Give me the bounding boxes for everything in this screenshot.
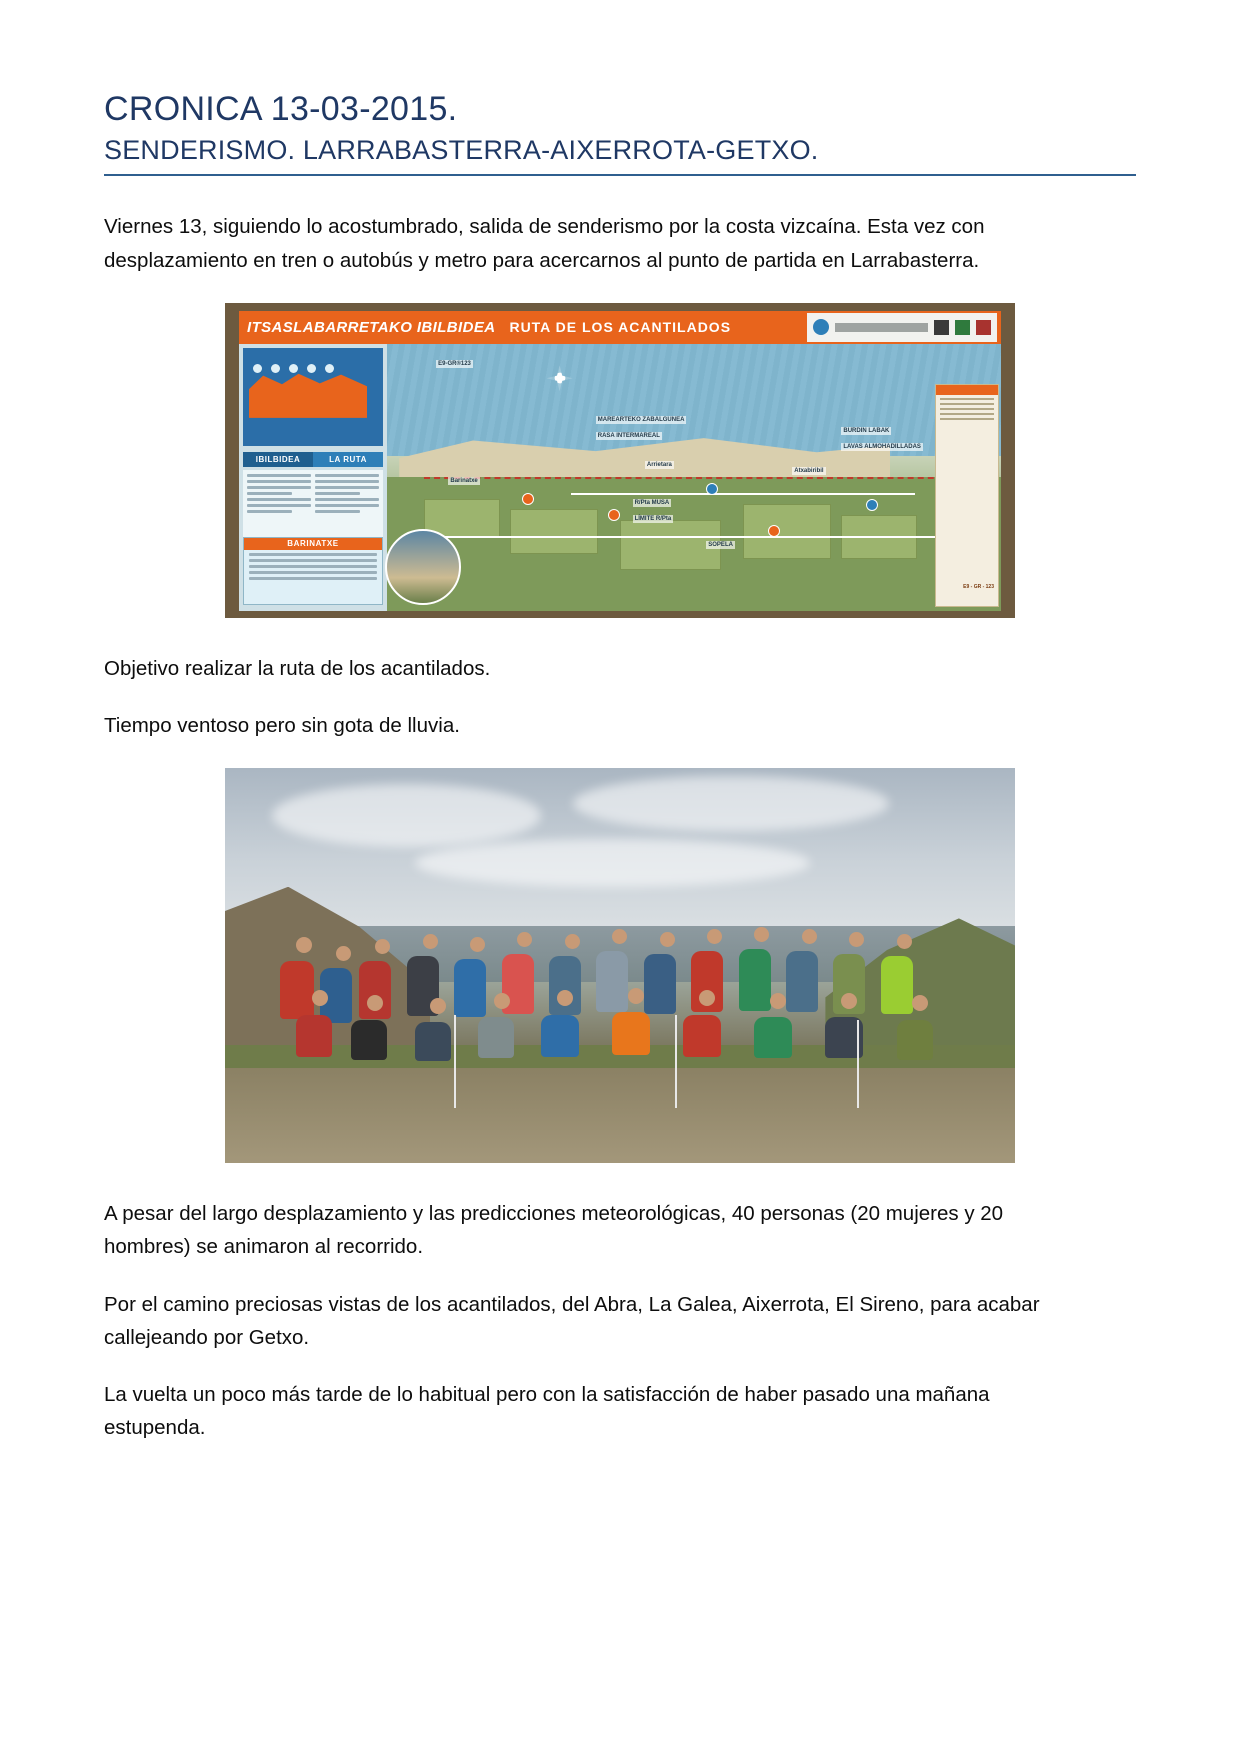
hiker-body: [296, 1015, 332, 1057]
map-route-code: E9-GR®123: [438, 360, 471, 367]
legend-route-code: E9 - GR - 123: [963, 583, 994, 590]
text-line: [315, 480, 379, 483]
board-tab-la-ruta: LA RUTA: [313, 452, 383, 467]
hiker-head: [770, 993, 786, 1009]
board-tabs: [243, 452, 383, 467]
logo-square-icon: [934, 320, 949, 335]
paragraph-spacer: [104, 699, 1136, 709]
objective-paragraph-block: [104, 652, 1136, 742]
text-line: [247, 492, 292, 495]
hiker-body: [881, 956, 913, 1014]
hiker-head: [430, 998, 446, 1014]
legend-header: [936, 385, 998, 395]
text-line: [247, 498, 311, 501]
text-line: [940, 408, 994, 410]
hiker-head: [517, 932, 532, 947]
hiker-body: [541, 1015, 579, 1057]
trekking-pole: [857, 1020, 859, 1108]
trekking-pole: [675, 1015, 677, 1108]
hiker-head: [849, 932, 864, 947]
map-road: [571, 493, 915, 495]
document-header: [104, 90, 1136, 176]
board-inset-photo: [385, 529, 461, 605]
text-line: [315, 492, 360, 495]
figure-group-photo: [104, 768, 1136, 1163]
board-route-map: [387, 344, 1001, 611]
board-banner-basque: ITSASLABARRETAKO IBILBIDEA: [247, 318, 496, 336]
text-line: [249, 553, 377, 556]
hiker-head: [754, 927, 769, 942]
hiker-head: [336, 946, 351, 961]
figure-route-map: [104, 303, 1136, 618]
text-line: [315, 474, 379, 477]
minimap-marker-icon: [307, 364, 316, 373]
text-line: [940, 403, 994, 405]
map-field: [743, 504, 831, 559]
hiker-body: [754, 1017, 792, 1058]
logo-wordmark-bar: [835, 323, 928, 332]
hiker-head: [296, 937, 312, 953]
hiker-head: [423, 934, 438, 949]
logo-square-green-icon: [955, 320, 970, 335]
hiker-body: [596, 951, 628, 1012]
map-label: Arrietara: [646, 462, 672, 469]
text-line: [247, 504, 311, 507]
paragraph-spacer: [104, 1368, 1136, 1378]
hiker-head: [802, 929, 817, 944]
map-label: LAVAS ALMOHADILLADAS: [843, 443, 921, 450]
paragraph-1: Viernes 13, siguiendo lo acostumbrado, salida de senderismo por la costa vizcaína. Esta vez con desplazamiento en tren o autobús y metro para acercarnos al punto de partida en Larrabasterra.: [104, 215, 985, 272]
board-legend-panel: [935, 384, 999, 607]
map-route-line: [424, 477, 964, 479]
text-line: [315, 510, 360, 513]
hiker-body: [351, 1020, 387, 1060]
hiker-body: [897, 1020, 933, 1060]
text-line: [249, 571, 377, 574]
board-description-col-basque: [247, 474, 311, 544]
hiker-head: [628, 988, 644, 1004]
board-minimap: [243, 348, 383, 446]
map-sea-area: [387, 344, 1001, 456]
hiker-body: [739, 949, 771, 1011]
map-field: [510, 509, 598, 554]
text-line: [249, 577, 377, 580]
paragraph-3: Tiempo ventoso pero sin gota de lluvia.: [104, 714, 460, 738]
hiker-head: [375, 939, 390, 954]
hiker-head: [841, 993, 857, 1009]
logo-square-red-icon: [976, 320, 991, 335]
map-label: Barinatxe: [450, 478, 478, 485]
text-line: [247, 486, 311, 489]
map-label: R/Pta MUSA: [634, 499, 670, 506]
info-board-face: [239, 311, 1001, 611]
board-logo-strip: [807, 313, 997, 342]
photo-cloud: [272, 784, 541, 847]
text-line: [249, 559, 377, 562]
hiker-body: [786, 951, 818, 1012]
board-barinatxe-panel: [243, 537, 383, 605]
text-line: [249, 565, 377, 568]
minimap-marker-icon: [289, 364, 298, 373]
closing-paragraph-block: [104, 1197, 1136, 1444]
minimap-marker-icon: [325, 364, 334, 373]
board-banner: [239, 311, 1001, 344]
map-label: BURDIN LABAK: [843, 427, 890, 434]
hiker-head: [660, 932, 675, 947]
intro-paragraph-block: [104, 210, 1136, 276]
text-line: [247, 510, 292, 513]
map-road: [412, 536, 940, 538]
text-line: [315, 498, 379, 501]
minimap-markers: [253, 364, 334, 373]
text-line: [315, 486, 379, 489]
hiker-body: [454, 959, 486, 1017]
photo-cloud: [573, 776, 889, 831]
figure-route-map-inner: [225, 303, 1015, 618]
paragraph-2: Objetivo realizar la ruta de los acantilados.: [104, 656, 491, 680]
board-banner-spanish: RUTA DE LOS ACANTILADOS: [509, 319, 732, 336]
text-line: [247, 480, 311, 483]
paragraph-5: Por el camino preciosas vistas de los acantilados, del Abra, La Galea, Aixerrota, El Sireno, para acabar callejeando por Getxo.: [104, 1292, 1040, 1349]
minimap-coastline: [249, 370, 367, 418]
map-label: SOPELA: [708, 542, 733, 549]
group-photo: [225, 768, 1015, 1163]
paragraph-4: A pesar del largo desplazamiento y las predicciones meteorológicas, 40 personas (20 mujeres y 20 hombres) se animaron al recorrido.: [104, 1202, 1004, 1259]
text-line: [247, 474, 311, 477]
text-line: [940, 398, 994, 400]
hiker-head: [912, 995, 928, 1011]
page-title: CRONICA 13-03-2015.: [104, 90, 458, 128]
info-board: [225, 303, 1015, 618]
hiker-body: [644, 954, 676, 1014]
minimap-marker-icon: [253, 364, 262, 373]
text-line: [940, 418, 994, 420]
page-subtitle: SENDERISMO. LARRABASTERRA-AIXERROTA-GETXO.: [104, 135, 819, 166]
hiker-head: [707, 929, 722, 944]
map-label: MAREARTEKO ZABALGUNEA: [597, 416, 685, 423]
text-line: [940, 413, 994, 415]
board-tab-ibilbidea: IBILBIDEA: [255, 454, 301, 464]
map-label: Atxabiribil: [794, 467, 824, 474]
map-pin-icon: [706, 483, 718, 495]
hiker-head: [897, 934, 912, 949]
photo-group-of-hikers: [225, 863, 1015, 1108]
hiker-body: [280, 961, 314, 1019]
hiker-head: [494, 993, 510, 1009]
hiker-body: [683, 1015, 721, 1057]
hiker-head: [612, 929, 627, 944]
figure-group-photo-inner: [225, 768, 1015, 1163]
paragraph-6: La vuelta un poco más tarde de lo habitual pero con la satisfacción de haber pasado una mañana estupenda.: [104, 1383, 990, 1440]
hiker-body: [478, 1017, 514, 1058]
map-pin-icon: [866, 499, 878, 511]
text-line: [315, 504, 379, 507]
map-label: RASA INTERMAREAL: [597, 432, 660, 439]
hiker-body: [415, 1022, 451, 1061]
board-left-column: [239, 344, 387, 611]
agency-circle-icon: [813, 319, 829, 335]
hiker-head: [470, 937, 485, 952]
board-description-col-spanish: [315, 474, 379, 544]
trekking-pole: [454, 1015, 456, 1108]
paragraph-spacer: [104, 1278, 1136, 1288]
hiker-head: [565, 934, 580, 949]
barinatxe-title: BARINATXE: [244, 538, 382, 550]
hiker-body: [612, 1012, 650, 1055]
minimap-marker-icon: [271, 364, 280, 373]
hiker-body: [549, 956, 581, 1015]
map-label: LÍMITE R/Pta: [634, 515, 672, 522]
